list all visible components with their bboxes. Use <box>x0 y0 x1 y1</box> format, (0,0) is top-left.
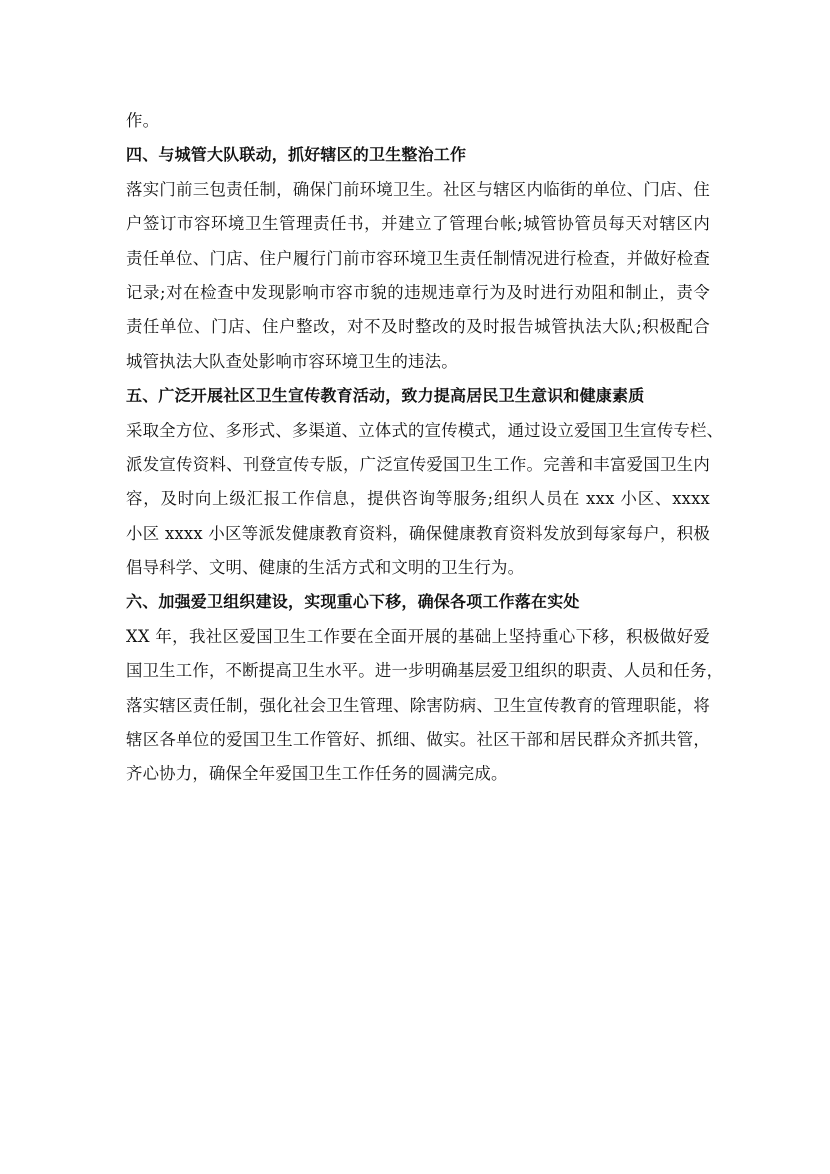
section-heading: 五、广泛开展社区卫生宣传教育活动，致力提高居民卫生意识和健康素质 <box>126 386 645 406</box>
paragraph-line: XX 年，我社区爱国卫生工作要在全面开展的基础上坚持重心下移，积极做好爱 <box>126 626 710 646</box>
paragraph-line: 户签订市容环境卫生管理责任书，并建立了管理台帐;城管协管员每天对辖区内 <box>126 214 710 234</box>
paragraph-line: 国卫生工作，不断提高卫生水平。进一步明确基层爱卫组织的职责、人员和任务， <box>126 661 724 681</box>
paragraph-line: 责任单位、门店、住户履行门前市容环境卫生责任制情况进行检查，并做好检查 <box>126 248 710 268</box>
paragraph-line: 容，及时向上级汇报工作信息，提供咨询等服务;组织人员在 xxx 小区、xxxx <box>126 489 710 509</box>
paragraph-line: 采取全方位、多形式、多渠道、立体式的宣传模式，通过设立爱国卫生宣传专栏、 <box>126 420 724 440</box>
paragraph-line: 记录;对在检查中发现影响市容市貌的违规违章行为及时进行劝阻和制止，责令 <box>126 282 710 302</box>
paragraph-line: 派发宣传资料、刊登宣传专版，广泛宣传爱国卫生工作。完善和丰富爱国卫生内 <box>126 454 710 474</box>
section-heading: 六、加强爱卫组织建设，实现重心下移，确保各项工作落在实处 <box>126 592 580 612</box>
paragraph-line: 责任单位、门店、住户整改，对不及时整改的及时报告城管执法大队;积极配合 <box>126 317 710 337</box>
paragraph-line: 落实门前三包责任制，确保门前环境卫生。社区与辖区内临街的单位、门店、住 <box>126 179 710 199</box>
paragraph-line: 齐心协力，确保全年爱国卫生工作任务的圆满完成。 <box>126 764 508 784</box>
paragraph-line: 作。 <box>126 111 160 130</box>
document-body <box>126 104 724 792</box>
paragraph-line: 落实辖区责任制，强化社会卫生管理、除害防病、卫生宣传教育的管理职能，将 <box>126 695 710 715</box>
paragraph-line: 城管执法大队查处影响市容环境卫生的违法。 <box>126 351 458 371</box>
section-heading: 四、与城管大队联动，抓好辖区的卫生整治工作 <box>126 145 467 165</box>
paragraph-line: 小区 xxxx 小区等派发健康教育资料，确保健康教育资料发放到每家每户，积极 <box>126 523 710 543</box>
paragraph-line: 辖区各单位的爱国卫生工作管好、抓细、做实。社区干部和居民群众齐抓共管， <box>126 730 710 750</box>
paragraph-line: 倡导科学、文明、健康的生活方式和文明的卫生行为。 <box>126 558 525 578</box>
